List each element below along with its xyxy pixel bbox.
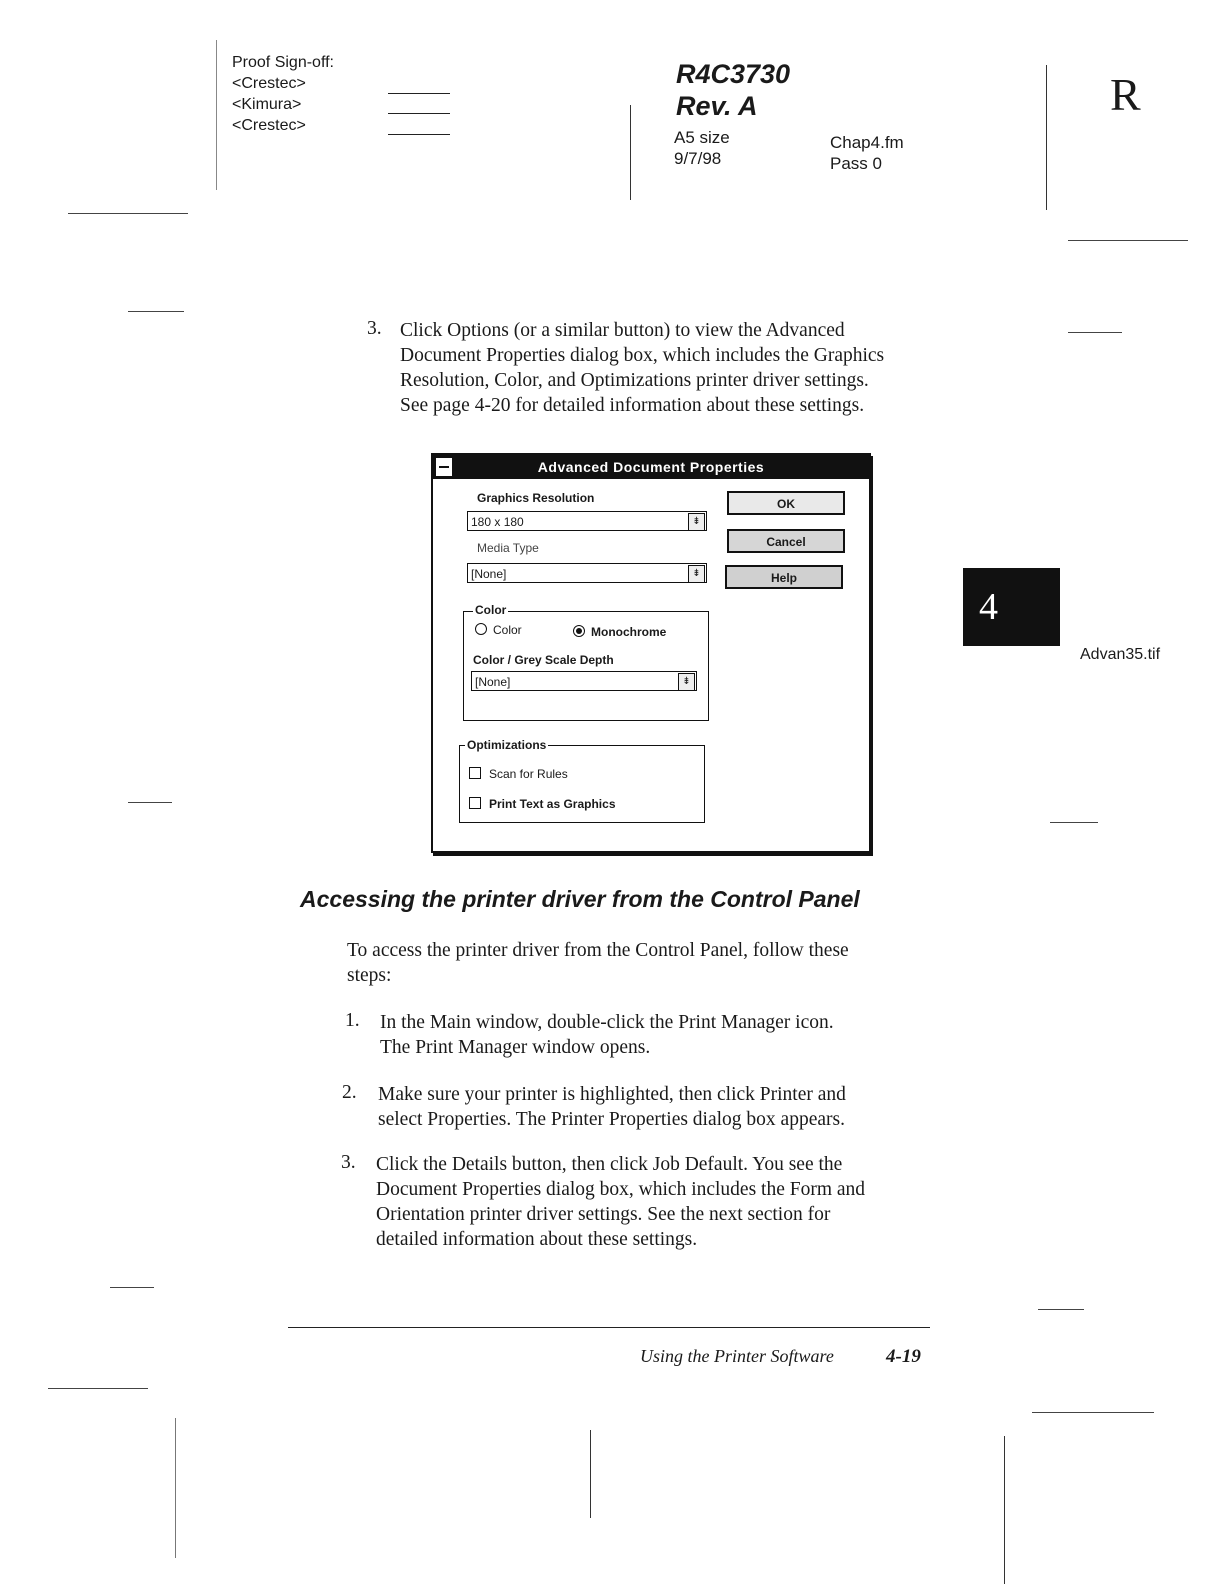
scan-rules-checkbox[interactable] bbox=[469, 767, 481, 779]
graphics-resolution-value: 180 x 180 bbox=[471, 515, 524, 529]
step-line: Make sure your printer is highlighted, then click Printer and bbox=[378, 1084, 846, 1105]
dropdown-arrow-icon[interactable]: ⇟ bbox=[688, 513, 705, 531]
step-text bbox=[380, 1010, 950, 1060]
graphics-resolution-select[interactable] bbox=[467, 511, 707, 531]
crop-mark bbox=[1032, 1412, 1154, 1413]
signature-line bbox=[388, 134, 450, 135]
date: 9/7/98 bbox=[674, 149, 722, 168]
crop-mark bbox=[128, 311, 184, 312]
step-line: In the Main window, double-click the Print Manager icon. bbox=[380, 1012, 834, 1033]
step-line: Click the Details button, then click Job Default. You see the bbox=[376, 1154, 843, 1175]
meta-right bbox=[830, 132, 904, 174]
scan-rules-label: Scan for Rules bbox=[489, 767, 568, 781]
header-divider bbox=[630, 105, 631, 200]
crop-mark bbox=[48, 1388, 148, 1389]
step-number: 1. bbox=[345, 1010, 360, 1031]
dropdown-arrow-icon[interactable]: ⇟ bbox=[688, 565, 705, 583]
crop-mark bbox=[128, 802, 172, 803]
chapter-tab: 4 bbox=[963, 568, 1060, 646]
print-text-checkbox[interactable] bbox=[469, 797, 481, 809]
depth-value: [None] bbox=[475, 675, 511, 689]
ok-button[interactable]: OK bbox=[727, 491, 845, 515]
margin-mark bbox=[216, 40, 217, 190]
color-option-label: Color bbox=[493, 623, 522, 637]
doc-id: R4C3730 bbox=[676, 59, 791, 89]
section-heading: Accessing the printer driver from the Control Panel bbox=[300, 886, 860, 912]
color-radio[interactable] bbox=[475, 623, 487, 635]
crop-mark bbox=[1004, 1436, 1005, 1584]
depth-select[interactable] bbox=[471, 671, 697, 691]
step-text bbox=[378, 1082, 958, 1132]
step-line: Document Properties dialog box, which includes the Form and bbox=[376, 1179, 866, 1200]
monochrome-radio[interactable] bbox=[573, 625, 585, 637]
meta-left bbox=[674, 127, 730, 169]
dropdown-arrow-icon[interactable]: ⇟ bbox=[678, 673, 695, 691]
crop-mark bbox=[1050, 822, 1098, 823]
intro-line: steps: bbox=[347, 965, 392, 986]
footer-chapter-title: Using the Printer Software bbox=[640, 1346, 834, 1366]
media-type-select[interactable] bbox=[467, 563, 707, 583]
media-type-label: Media Type bbox=[477, 541, 539, 555]
step-line: Click Options (or a similar button) to view the Advanced bbox=[400, 320, 845, 341]
image-file-label: Advan35.tif bbox=[1080, 646, 1161, 663]
step-text bbox=[376, 1152, 956, 1252]
depth-label: Color / Grey Scale Depth bbox=[473, 653, 614, 667]
step-line: select Properties. The Printer Properties dialog box appears. bbox=[378, 1109, 845, 1130]
step-line: Orientation printer driver settings. See the next section for bbox=[376, 1204, 831, 1225]
revision: Rev. A bbox=[676, 91, 758, 121]
optimizations-group bbox=[459, 745, 705, 823]
proof-signoff bbox=[232, 52, 334, 136]
page-size: A5 size bbox=[674, 128, 730, 147]
corner-letter: R bbox=[1110, 69, 1141, 120]
section-intro bbox=[347, 938, 947, 988]
step-number: 3. bbox=[341, 1152, 356, 1173]
step-line: Document Properties dialog box, which includes the Graphics bbox=[400, 345, 885, 366]
crop-mark bbox=[590, 1430, 591, 1518]
step-line: detailed information about these settings. bbox=[376, 1229, 698, 1250]
step-line: See page 4-20 for detailed information about these settings. bbox=[400, 395, 865, 416]
header-divider-right bbox=[1046, 65, 1047, 210]
intro-line: To access the printer driver from the Control Panel, follow these bbox=[347, 940, 849, 961]
pass: Pass 0 bbox=[830, 154, 882, 173]
system-menu-icon[interactable] bbox=[435, 457, 453, 477]
help-button[interactable]: Help bbox=[725, 565, 843, 589]
step-number: 3. bbox=[367, 318, 382, 339]
optimizations-group-label: Optimizations bbox=[467, 738, 547, 752]
proof-line: Proof Sign-off: bbox=[232, 54, 334, 71]
crop-mark bbox=[68, 213, 188, 214]
crop-mark bbox=[1068, 240, 1188, 241]
crop-mark bbox=[1068, 332, 1122, 333]
proof-line: <Crestec> bbox=[232, 117, 306, 134]
proof-line: <Kimura> bbox=[232, 96, 302, 113]
dialog-title: Advanced Document Properties bbox=[433, 455, 869, 479]
crop-mark bbox=[110, 1287, 154, 1288]
step-line: The Print Manager window opens. bbox=[380, 1037, 651, 1058]
crop-mark bbox=[1038, 1309, 1084, 1310]
doc-id-block bbox=[676, 58, 790, 122]
monochrome-option-label: Monochrome bbox=[591, 625, 667, 639]
page-number: 4-19 bbox=[886, 1346, 921, 1367]
step-text bbox=[400, 318, 970, 418]
media-type-value: [None] bbox=[471, 567, 507, 581]
print-text-label: Print Text as Graphics bbox=[489, 797, 616, 811]
cancel-button[interactable]: Cancel bbox=[727, 529, 845, 553]
step-line: Resolution, Color, and Optimizations printer driver settings. bbox=[400, 370, 869, 391]
footer-rule bbox=[288, 1327, 930, 1328]
signature-line bbox=[388, 93, 450, 94]
crop-mark bbox=[175, 1418, 176, 1558]
signature-line bbox=[388, 113, 450, 114]
proof-line: <Crestec> bbox=[232, 75, 306, 92]
step-number: 2. bbox=[342, 1082, 357, 1103]
advanced-document-properties-dialog bbox=[431, 453, 871, 853]
file-name: Chap4.fm bbox=[830, 133, 904, 152]
color-group-label: Color bbox=[475, 603, 507, 617]
graphics-resolution-label: Graphics Resolution bbox=[477, 491, 595, 505]
